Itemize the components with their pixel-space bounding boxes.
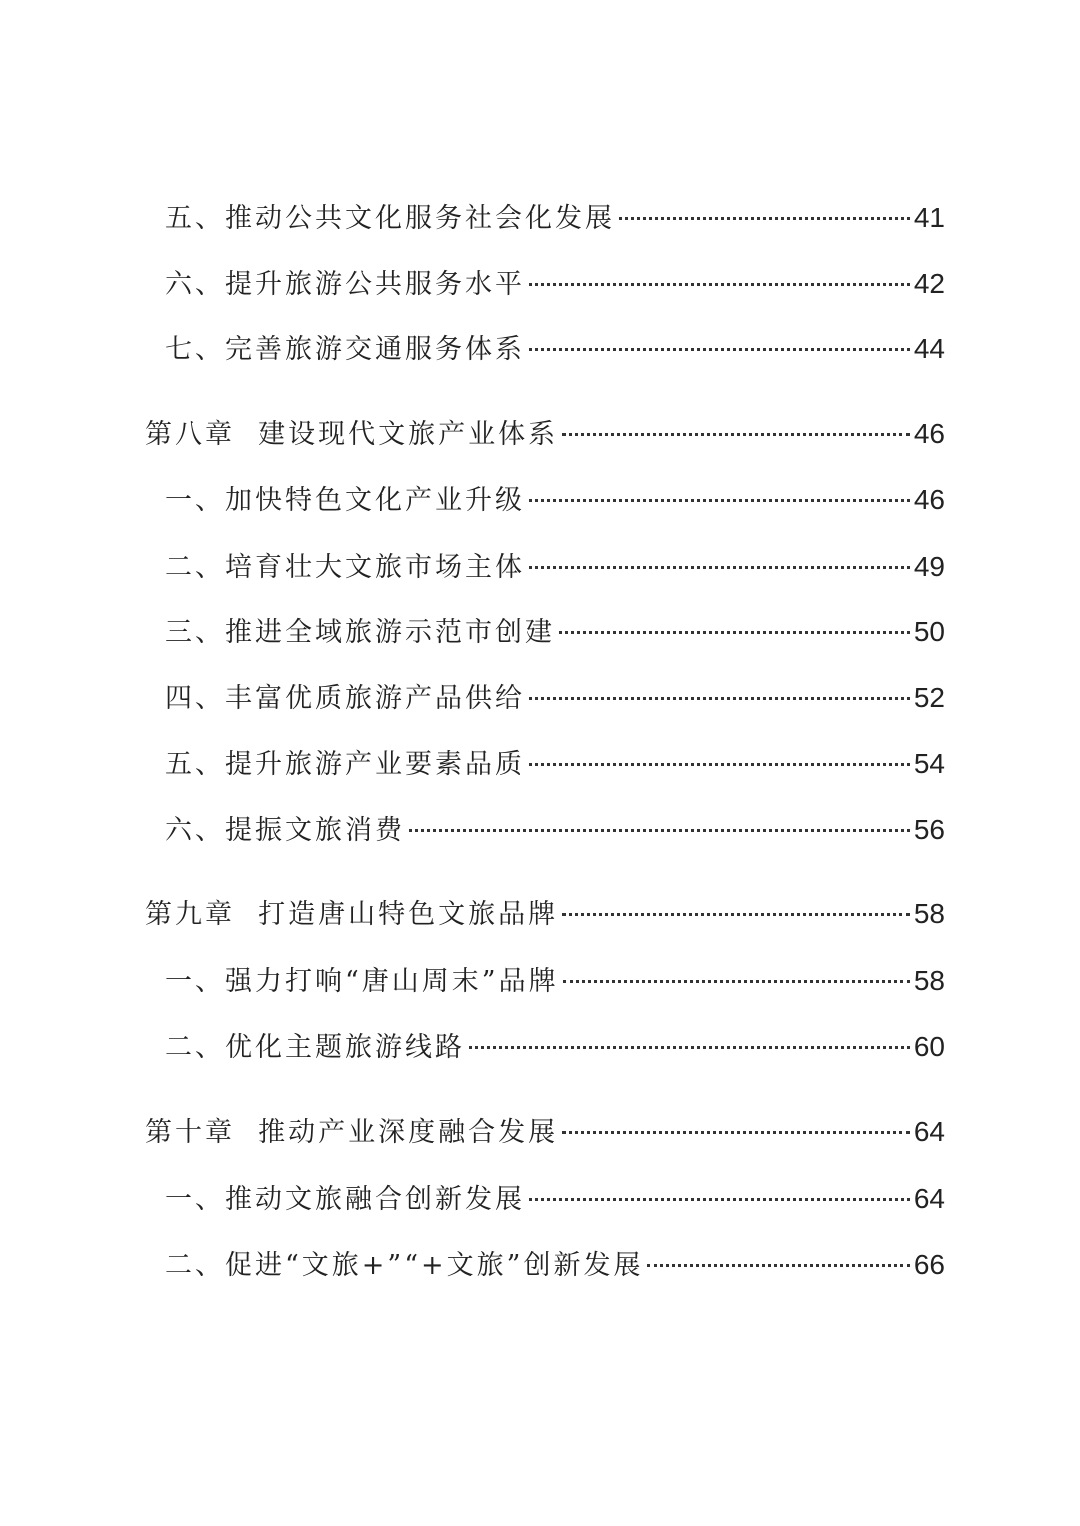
toc-entry-page: 42 (913, 268, 945, 299)
toc-entry-title: 五、提升旅游产业要素品质 (165, 749, 525, 780)
dot-leader (529, 697, 910, 700)
dot-leader (647, 1264, 909, 1267)
toc-entry-page: 56 (913, 814, 945, 845)
toc-entry[interactable] (165, 198, 945, 238)
toc-entry[interactable] (165, 547, 945, 587)
toc-entry-title: 六、提振文旅消费 (165, 815, 405, 846)
toc-entry-page: 49 (913, 551, 945, 582)
toc-entry-title: 第九章 打造唐山特色文旅品牌 (145, 899, 559, 930)
toc-chapter-entry[interactable] (145, 894, 945, 934)
toc-entry-title: 一、加快特色文化产业升级 (165, 485, 525, 516)
toc-entry[interactable] (165, 612, 945, 652)
toc-entry[interactable] (165, 1245, 945, 1285)
toc-entry[interactable] (165, 678, 945, 718)
toc-entry-title: 六、提升旅游公共服务水平 (165, 269, 525, 300)
toc-entry-page: 58 (913, 965, 945, 996)
toc-entry[interactable] (165, 480, 945, 520)
dot-leader (529, 1198, 910, 1201)
toc-entry[interactable] (165, 1027, 945, 1067)
dot-leader (529, 348, 910, 351)
toc-entry-title: 第十章 推动产业深度融合发展 (145, 1117, 559, 1148)
toc-entry[interactable] (165, 961, 945, 1001)
toc-entry-page: 64 (913, 1116, 945, 1147)
toc-entry-page: 66 (913, 1249, 945, 1280)
toc-entry-title: 七、完善旅游交通服务体系 (165, 334, 525, 365)
toc-entry-title: 二、促进“文旅+”“+文旅”创新发展 (165, 1250, 644, 1281)
toc-entry-page: 52 (913, 682, 945, 713)
toc-entry-page: 46 (913, 484, 945, 515)
toc-entry-page: 46 (913, 418, 945, 449)
dot-leader (562, 1131, 910, 1134)
toc-entry[interactable] (165, 1179, 945, 1219)
toc-entry-title: 五、推动公共文化服务社会化发展 (165, 203, 615, 234)
toc-entry-page: 64 (913, 1183, 945, 1214)
toc-entry-page: 44 (913, 333, 945, 364)
toc-entry[interactable] (165, 329, 945, 369)
dot-leader (529, 283, 910, 286)
toc-entry-title: 一、推动文旅融合创新发展 (165, 1184, 525, 1215)
toc-entry-title: 二、优化主题旅游线路 (165, 1032, 465, 1063)
toc-entry-page: 58 (913, 898, 945, 929)
toc-entry-page: 50 (913, 616, 945, 647)
toc-entry-title: 一、强力打响“唐山周末”品牌 (165, 966, 559, 997)
dot-leader (562, 433, 910, 436)
toc-entry-title: 四、丰富优质旅游产品供给 (165, 683, 525, 714)
dot-leader (562, 913, 910, 916)
dot-leader (529, 763, 910, 766)
dot-leader (469, 1046, 910, 1049)
toc-entry-title: 二、培育壮大文旅市场主体 (165, 552, 525, 583)
toc-entry-page: 60 (913, 1031, 945, 1062)
toc-entry-title: 三、推进全域旅游示范市创建 (165, 617, 555, 648)
dot-leader (529, 499, 910, 502)
toc-chapter-entry[interactable] (145, 414, 945, 454)
dot-leader (559, 631, 910, 634)
dot-leader (529, 566, 910, 569)
toc-entry[interactable] (165, 264, 945, 304)
dot-leader (563, 980, 910, 983)
dot-leader (409, 829, 910, 832)
toc-entry-page: 54 (913, 748, 945, 779)
toc-entry-title: 第八章 建设现代文旅产业体系 (145, 419, 559, 450)
toc-entry-page: 41 (913, 202, 945, 233)
toc-entry[interactable] (165, 744, 945, 784)
toc-chapter-entry[interactable] (145, 1112, 945, 1152)
dot-leader (619, 217, 910, 220)
toc-entry[interactable] (165, 810, 945, 850)
